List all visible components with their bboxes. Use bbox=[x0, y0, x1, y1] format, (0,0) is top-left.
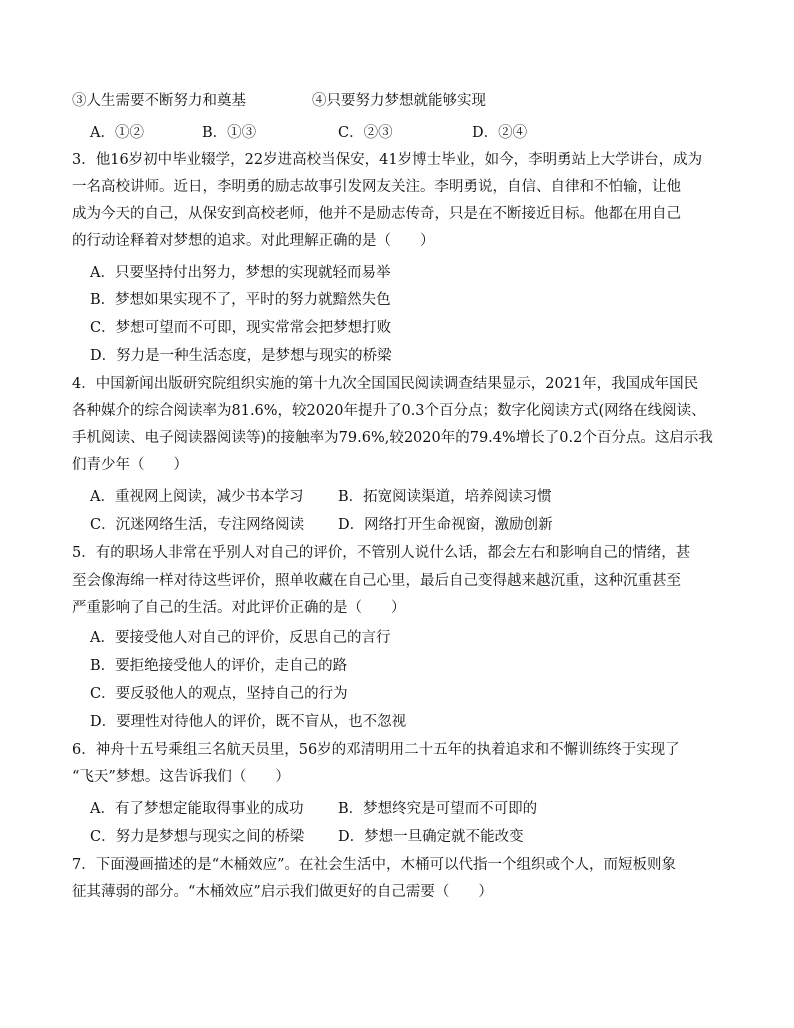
q6-option-b: B．梦想终究是可望而不可即的 bbox=[338, 801, 538, 817]
q2-option-d: D．②④ bbox=[472, 125, 528, 141]
q4-stem-line-4: 们青少年（ ） bbox=[72, 457, 188, 473]
q2-option-c: C．②③ bbox=[338, 125, 393, 141]
q3-stem-line-1: 3．他16岁初中毕业辍学，22岁进高校当保安，41岁博士毕业，如今，李明勇站上大学讲台，成为 bbox=[72, 152, 703, 168]
q5-stem-line-2: 至会像海绵一样对待这些评价，照单收藏在自己心里，最后自己变得越来越沉重，这种沉重甚至 bbox=[72, 573, 681, 589]
q4-option-b: B．拓宽阅读渠道，培养阅读习惯 bbox=[338, 489, 552, 505]
q5-option-d: D．要理性对待他人的评价，既不盲从，也不忽视 bbox=[90, 714, 407, 730]
q2-item-3: ③人生需要不断努力和奠基 bbox=[72, 93, 246, 109]
q5-option-c: C．要反驳他人的观点，坚持自己的行为 bbox=[90, 686, 348, 702]
q2-item-4: ④只要努力梦想就能够实现 bbox=[312, 93, 486, 109]
q5-option-b: B．要拒绝接受他人的评价，走自己的路 bbox=[90, 658, 348, 674]
q6-stem-line-2: “飞天”梦想。这告诉我们（ ） bbox=[72, 769, 290, 785]
q7-stem-line-2: 征其薄弱的部分。“木桶效应”启示我们做更好的自己需要（ ） bbox=[72, 884, 493, 900]
q4-stem-line-2: 各种媒介的综合阅读率为81.6%，较2020年提升了0.3个百分点；数字化阅读方式(网络在线阅读、 bbox=[72, 403, 706, 419]
q4-option-d: D．网络打开生命视窗，激励创新 bbox=[338, 517, 553, 533]
q3-stem-line-3: 成为今天的自己，从保安到高校老师，他并不是励志传奇，只是在不断接近目标。他都在用自己 bbox=[72, 206, 681, 222]
q3-option-c: C．梦想可望而不可即，现实常常会把梦想打败 bbox=[90, 320, 392, 336]
q6-option-d: D．梦想一旦确定就不能改变 bbox=[338, 829, 524, 845]
q4-option-c: C．沉迷网络生活，专注网络阅读 bbox=[90, 517, 305, 533]
q2-option-b: B．①③ bbox=[202, 125, 257, 141]
q3-option-a: A．只要坚持付出努力，梦想的实现就轻而易举 bbox=[90, 265, 391, 281]
q6-stem-line-1: 6．神舟十五号乘组三名航天员里，56岁的邓清明用二十五年的执着追求和不懈训练终于实现了 bbox=[72, 742, 680, 758]
q5-stem-line-1: 5．有的职场人非常在乎别人对自己的评价，不管别人说什么话，都会左右和影响自己的情绪，甚 bbox=[72, 545, 691, 561]
q4-option-a: A．重视网上阅读，减少书本学习 bbox=[90, 489, 304, 505]
q6-option-c: C．努力是梦想与现实之间的桥梁 bbox=[90, 829, 305, 845]
q7-stem-line-1: 7．下面漫画描述的是“木桶效应”。在社会生活中，木桶可以代指一个组织或个人，而短板则象 bbox=[72, 857, 677, 873]
q2-option-a: A．①② bbox=[90, 125, 144, 141]
q6-option-a: A．有了梦想定能取得事业的成功 bbox=[90, 801, 304, 817]
q4-stem-line-3: 手机阅读、电子阅读器阅读等)的接触率为79.6%,较2020年的79.4%增长了0.2个百分点。这启示我 bbox=[72, 430, 713, 446]
q3-stem-line-4: 的行动诠释着对梦想的追求。对此理解正确的是（ ） bbox=[72, 233, 435, 249]
q3-option-d: D．努力是一种生活态度，是梦想与现实的桥梁 bbox=[90, 348, 392, 364]
q5-option-a: A．要接受他人对自己的评价，反思自己的言行 bbox=[90, 630, 391, 646]
q3-stem-line-2: 一名高校讲师。近日，李明勇的励志故事引发网友关注。李明勇说，自信、自律和不怕输，让他 bbox=[72, 179, 681, 195]
q5-stem-line-3: 严重影响了自己的生活。对此评价正确的是（ ） bbox=[72, 600, 406, 616]
q4-stem-line-1: 4．中国新闻出版研究院组织实施的第十九次全国国民阅读调查结果显示，2021年，我国成年国民 bbox=[72, 376, 699, 392]
q3-option-b: B．梦想如果实现不了，平时的努力就黯然失色 bbox=[90, 292, 391, 308]
